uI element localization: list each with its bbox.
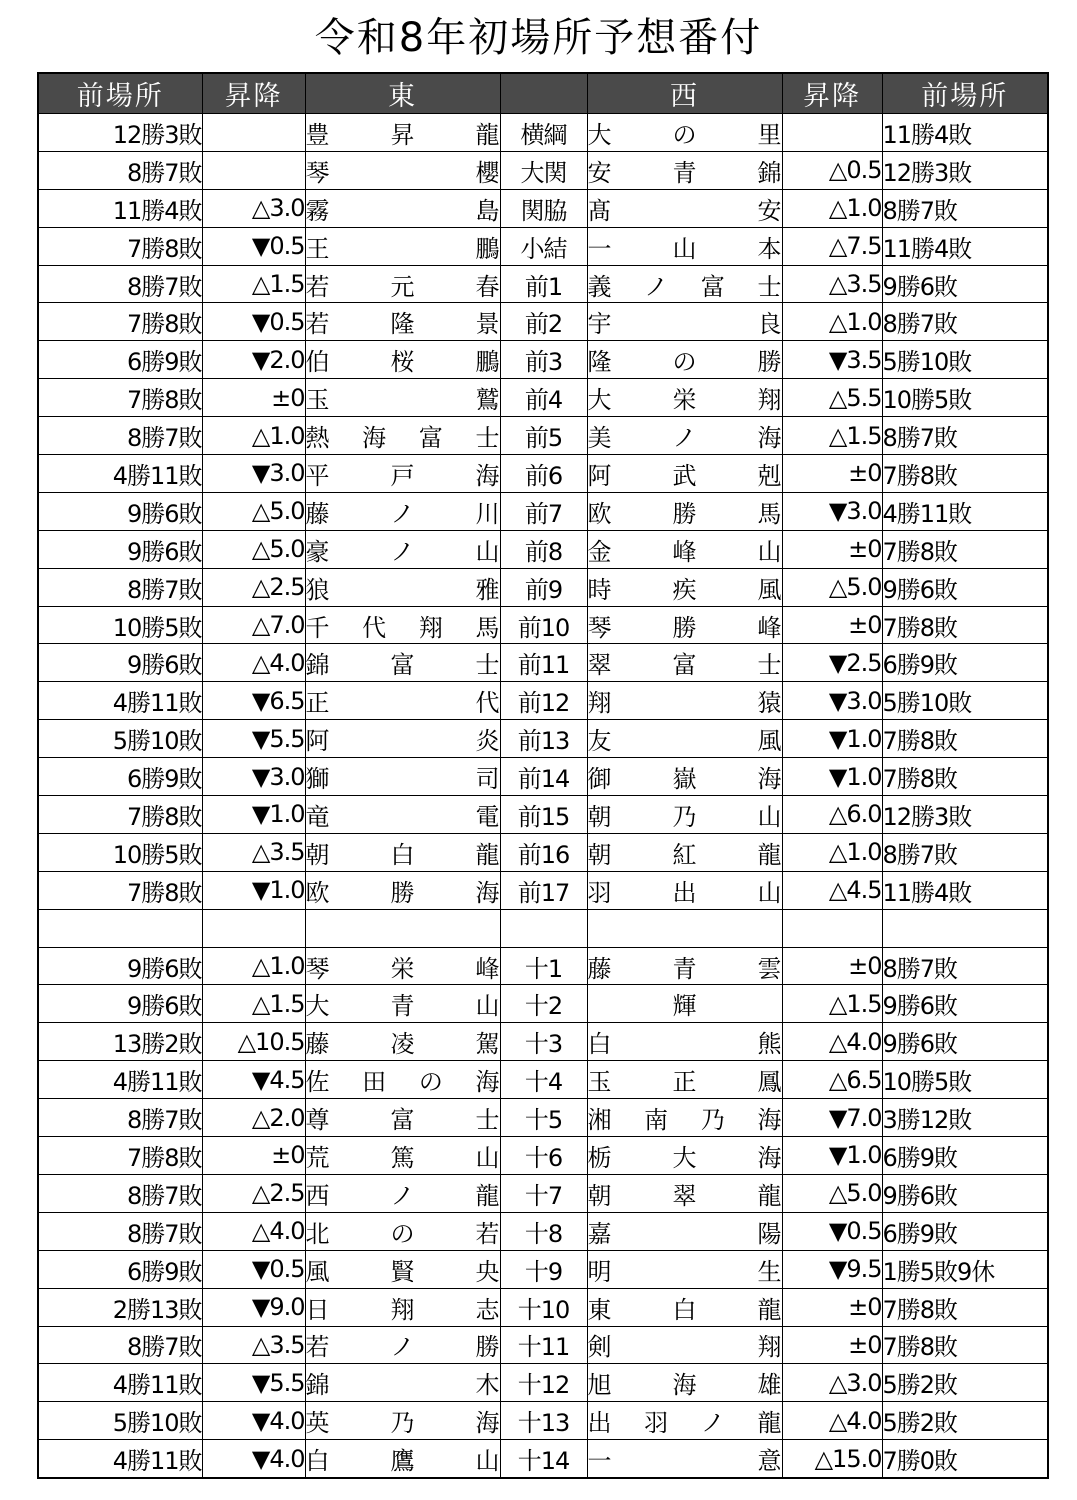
west-wrestler: 時疾風 [587, 568, 782, 606]
prev-record-east: 7勝8敗 [38, 227, 202, 265]
empty-cell [38, 909, 202, 947]
change-east: △10.5 [202, 1023, 305, 1061]
prev-record-east: 7勝8敗 [38, 871, 202, 909]
east-wrestler: 豪ノ山 [305, 530, 500, 568]
prev-record-west: 8勝7敗 [882, 417, 1048, 455]
rank-label: 十3 [500, 1023, 587, 1061]
change-east: ▼3.0 [202, 455, 305, 493]
table-row [38, 606, 1048, 644]
prev-record-west: 5勝2敗 [882, 1364, 1048, 1402]
table-row [38, 189, 1048, 227]
prev-record-west: 5勝10敗 [882, 682, 1048, 720]
change-east: ▼5.5 [202, 720, 305, 758]
empty-cell [587, 909, 782, 947]
prev-record-east: 6勝9敗 [38, 1250, 202, 1288]
change-west: ▼3.0 [782, 682, 882, 720]
east-wrestler: 錦富士 [305, 644, 500, 682]
prev-record-west: 11勝4敗 [882, 114, 1048, 152]
prev-record-east: 7勝8敗 [38, 303, 202, 341]
east-wrestler: 若隆景 [305, 303, 500, 341]
west-wrestler: 翔猿 [587, 682, 782, 720]
change-west: △5.5 [782, 379, 882, 417]
table-row [38, 1099, 1048, 1137]
table-row [38, 720, 1048, 758]
table-row [38, 341, 1048, 379]
east-wrestler: 風賢央 [305, 1250, 500, 1288]
change-east: ▼4.0 [202, 1440, 305, 1478]
prev-record-east: 8勝7敗 [38, 151, 202, 189]
prev-record-west: 5勝2敗 [882, 1402, 1048, 1440]
prev-record-east: 8勝7敗 [38, 1099, 202, 1137]
change-west: △1.0 [782, 189, 882, 227]
west-wrestler: 大栄翔 [587, 379, 782, 417]
rank-label: 十5 [500, 1099, 587, 1137]
change-west: △5.0 [782, 568, 882, 606]
rank-label: 関脇 [500, 189, 587, 227]
table-row [38, 417, 1048, 455]
prev-record-east: 7勝8敗 [38, 379, 202, 417]
east-wrestler: 獅司 [305, 758, 500, 796]
west-wrestler: 藤青雲 [587, 947, 782, 985]
change-west: △5.0 [782, 1174, 882, 1212]
rank-label: 前8 [500, 530, 587, 568]
prev-record-east: 9勝6敗 [38, 985, 202, 1023]
table-row [38, 1326, 1048, 1364]
prev-record-west: 9勝6敗 [882, 265, 1048, 303]
west-wrestler: 琴勝峰 [587, 606, 782, 644]
east-wrestler: 豊昇龍 [305, 114, 500, 152]
change-east: △1.0 [202, 947, 305, 985]
east-wrestler: 伯桜鵬 [305, 341, 500, 379]
change-west: △1.0 [782, 303, 882, 341]
change-west: ▼0.5 [782, 1212, 882, 1250]
rank-label: 前1 [500, 265, 587, 303]
change-east: ▼3.0 [202, 758, 305, 796]
change-west: △3.0 [782, 1364, 882, 1402]
prev-record-west: 9勝6敗 [882, 1023, 1048, 1061]
table-row [38, 303, 1048, 341]
prev-record-west: 9勝6敗 [882, 985, 1048, 1023]
prev-record-east: 8勝7敗 [38, 1212, 202, 1250]
west-wrestler: 一山本 [587, 227, 782, 265]
change-west: △6.5 [782, 1061, 882, 1099]
division-separator-row [38, 909, 1048, 947]
change-west [782, 114, 882, 152]
prev-record-west: 7勝8敗 [882, 530, 1048, 568]
east-wrestler: 正代 [305, 682, 500, 720]
prev-record-west: 6勝9敗 [882, 1212, 1048, 1250]
change-west: △1.5 [782, 985, 882, 1023]
prev-record-west: 4勝11敗 [882, 492, 1048, 530]
rank-label: 十12 [500, 1364, 587, 1402]
west-wrestler: 朝乃山 [587, 796, 782, 834]
west-wrestler: 宇良 [587, 303, 782, 341]
change-west: ▼3.5 [782, 341, 882, 379]
west-wrestler: 友風 [587, 720, 782, 758]
prev-record-west: 7勝8敗 [882, 720, 1048, 758]
prev-record-east: 12勝3敗 [38, 114, 202, 152]
west-wrestler: 剣翔 [587, 1326, 782, 1364]
east-wrestler: 阿炎 [305, 720, 500, 758]
change-east: ▼0.5 [202, 1250, 305, 1288]
prev-record-east: 4勝11敗 [38, 1364, 202, 1402]
table-row [38, 985, 1048, 1023]
header-prev-west: 前場所 [882, 73, 1048, 114]
change-east: △1.5 [202, 985, 305, 1023]
prev-record-west: 1勝5敗9休 [882, 1250, 1048, 1288]
change-east: ±0 [202, 379, 305, 417]
west-wrestler: 金峰山 [587, 530, 782, 568]
change-west: △7.5 [782, 227, 882, 265]
change-west: △4.5 [782, 871, 882, 909]
change-east [202, 151, 305, 189]
west-wrestler: 阿武剋 [587, 455, 782, 493]
rank-label: 前10 [500, 606, 587, 644]
rank-label: 十13 [500, 1402, 587, 1440]
rank-label: 横綱 [500, 114, 587, 152]
prev-record-west: 11勝4敗 [882, 871, 1048, 909]
prev-record-west: 7勝8敗 [882, 455, 1048, 493]
table-row [38, 151, 1048, 189]
table-row [38, 947, 1048, 985]
table-row [38, 1250, 1048, 1288]
table-row [38, 1023, 1048, 1061]
change-east: ▼2.0 [202, 341, 305, 379]
west-wrestler: 大の里 [587, 114, 782, 152]
rank-label: 小結 [500, 227, 587, 265]
prev-record-east: 13勝2敗 [38, 1023, 202, 1061]
prev-record-west: 6勝9敗 [882, 1137, 1048, 1175]
rank-label: 前9 [500, 568, 587, 606]
change-west: ▼1.0 [782, 1137, 882, 1175]
prev-record-west: 10勝5敗 [882, 379, 1048, 417]
change-west: ±0 [782, 1288, 882, 1326]
prev-record-east: 8勝7敗 [38, 1326, 202, 1364]
east-wrestler: 朝白龍 [305, 833, 500, 871]
west-wrestler: 東白龍 [587, 1288, 782, 1326]
change-west: ▼9.5 [782, 1250, 882, 1288]
west-wrestler: 嘉陽 [587, 1212, 782, 1250]
rank-label: 十11 [500, 1326, 587, 1364]
prev-record-west: 3勝12敗 [882, 1099, 1048, 1137]
change-east: △3.5 [202, 833, 305, 871]
table-row [38, 644, 1048, 682]
change-east: △2.5 [202, 568, 305, 606]
east-wrestler: 若ノ勝 [305, 1326, 500, 1364]
west-wrestler: 栃大海 [587, 1137, 782, 1175]
table-row [38, 682, 1048, 720]
rank-label: 前14 [500, 758, 587, 796]
change-east: ▼1.0 [202, 796, 305, 834]
table-row [38, 492, 1048, 530]
change-east: ▼1.0 [202, 871, 305, 909]
change-east: ▼5.5 [202, 1364, 305, 1402]
prev-record-east: 8勝7敗 [38, 417, 202, 455]
table-row [38, 1061, 1048, 1099]
change-west: ±0 [782, 1326, 882, 1364]
rank-label: 十4 [500, 1061, 587, 1099]
prev-record-west: 7勝8敗 [882, 1288, 1048, 1326]
header-west: 西 [587, 73, 782, 114]
rank-label: 十2 [500, 985, 587, 1023]
change-east: △1.5 [202, 265, 305, 303]
west-wrestler: 欧勝馬 [587, 492, 782, 530]
prev-record-west: 10勝5敗 [882, 1061, 1048, 1099]
east-wrestler: 琴栄峰 [305, 947, 500, 985]
banzuke-table [37, 72, 1049, 1479]
west-wrestler: 輝 [587, 985, 782, 1023]
change-east: △7.0 [202, 606, 305, 644]
west-wrestler: 翠富士 [587, 644, 782, 682]
prev-record-east: 9勝6敗 [38, 530, 202, 568]
change-east: △2.5 [202, 1174, 305, 1212]
rank-label: 前2 [500, 303, 587, 341]
change-west: ▼7.0 [782, 1099, 882, 1137]
table-row [38, 379, 1048, 417]
prev-record-east: 4勝11敗 [38, 455, 202, 493]
empty-cell [500, 909, 587, 947]
empty-cell [305, 909, 500, 947]
header-prev-east: 前場所 [38, 73, 202, 114]
prev-record-east: 6勝9敗 [38, 341, 202, 379]
west-wrestler: 一意 [587, 1440, 782, 1478]
prev-record-east: 4勝11敗 [38, 682, 202, 720]
empty-cell [882, 909, 1048, 947]
rank-label: 十9 [500, 1250, 587, 1288]
west-wrestler: 明生 [587, 1250, 782, 1288]
header-change-west: 昇降 [782, 73, 882, 114]
change-east: △5.0 [202, 492, 305, 530]
east-wrestler: 玉鷲 [305, 379, 500, 417]
prev-record-west: 8勝7敗 [882, 303, 1048, 341]
table-row [38, 833, 1048, 871]
change-west: ±0 [782, 947, 882, 985]
prev-record-east: 8勝7敗 [38, 568, 202, 606]
rank-label: 十6 [500, 1137, 587, 1175]
prev-record-east: 8勝7敗 [38, 1174, 202, 1212]
rank-label: 前13 [500, 720, 587, 758]
table-row [38, 227, 1048, 265]
west-wrestler: 湘南乃海 [587, 1099, 782, 1137]
prev-record-east: 2勝13敗 [38, 1288, 202, 1326]
prev-record-east: 10勝5敗 [38, 833, 202, 871]
change-west: △1.0 [782, 833, 882, 871]
east-wrestler: 王鵬 [305, 227, 500, 265]
rank-label: 前6 [500, 455, 587, 493]
west-wrestler: 羽出山 [587, 871, 782, 909]
prev-record-east: 7勝8敗 [38, 796, 202, 834]
east-wrestler: 錦木 [305, 1364, 500, 1402]
west-wrestler: 美ノ海 [587, 417, 782, 455]
change-east: ▼0.5 [202, 227, 305, 265]
change-west: ▼2.5 [782, 644, 882, 682]
east-wrestler: 英乃海 [305, 1402, 500, 1440]
rank-label: 前12 [500, 682, 587, 720]
change-west: △3.5 [782, 265, 882, 303]
empty-cell [782, 909, 882, 947]
rank-label: 十14 [500, 1440, 587, 1478]
prev-record-east: 8勝7敗 [38, 265, 202, 303]
change-west: ▼3.0 [782, 492, 882, 530]
banzuke-body [38, 114, 1048, 1479]
table-row [38, 530, 1048, 568]
change-west: △0.5 [782, 151, 882, 189]
prev-record-west: 8勝7敗 [882, 189, 1048, 227]
prev-record-east: 4勝11敗 [38, 1440, 202, 1478]
change-east [202, 114, 305, 152]
prev-record-west: 8勝7敗 [882, 833, 1048, 871]
prev-record-west: 7勝8敗 [882, 1326, 1048, 1364]
change-west: ±0 [782, 606, 882, 644]
change-west: △15.0 [782, 1440, 882, 1478]
page-title: 令和8年初場所予想番付 [314, 15, 763, 61]
header-change-east: 昇降 [202, 73, 305, 114]
rank-label: 前16 [500, 833, 587, 871]
change-west: ±0 [782, 455, 882, 493]
rank-label: 大関 [500, 151, 587, 189]
table-row [38, 455, 1048, 493]
east-wrestler: 平戸海 [305, 455, 500, 493]
table-row [38, 871, 1048, 909]
change-west: ▼1.0 [782, 720, 882, 758]
change-west: △1.5 [782, 417, 882, 455]
prev-record-east: 9勝6敗 [38, 492, 202, 530]
prev-record-west: 9勝6敗 [882, 1174, 1048, 1212]
change-east: ▼6.5 [202, 682, 305, 720]
change-east: ▼4.0 [202, 1402, 305, 1440]
change-east: ▼0.5 [202, 303, 305, 341]
table-row [38, 1137, 1048, 1175]
rank-label: 前17 [500, 871, 587, 909]
east-wrestler: 藤ノ川 [305, 492, 500, 530]
change-east: ▼9.0 [202, 1288, 305, 1326]
west-wrestler: 玉正鳳 [587, 1061, 782, 1099]
east-wrestler: 尊富士 [305, 1099, 500, 1137]
prev-record-west: 7勝8敗 [882, 758, 1048, 796]
prev-record-west: 12勝3敗 [882, 151, 1048, 189]
prev-record-west: 12勝3敗 [882, 796, 1048, 834]
east-wrestler: 佐田の海 [305, 1061, 500, 1099]
prev-record-east: 5勝10敗 [38, 720, 202, 758]
east-wrestler: 西ノ龍 [305, 1174, 500, 1212]
rank-label: 前5 [500, 417, 587, 455]
prev-record-east: 9勝6敗 [38, 644, 202, 682]
change-east: ▼4.5 [202, 1061, 305, 1099]
prev-record-east: 5勝10敗 [38, 1402, 202, 1440]
header-east: 東 [305, 73, 500, 114]
rank-label: 十7 [500, 1174, 587, 1212]
prev-record-east: 7勝8敗 [38, 1137, 202, 1175]
change-west: △4.0 [782, 1023, 882, 1061]
rank-label: 前7 [500, 492, 587, 530]
east-wrestler: 白鷹山 [305, 1440, 500, 1478]
rank-label: 前11 [500, 644, 587, 682]
change-east: △1.0 [202, 417, 305, 455]
header-rank [500, 73, 587, 114]
prev-record-east: 9勝6敗 [38, 947, 202, 985]
east-wrestler: 荒篤山 [305, 1137, 500, 1175]
prev-record-west: 7勝8敗 [882, 606, 1048, 644]
rank-label: 前3 [500, 341, 587, 379]
table-row [38, 796, 1048, 834]
prev-record-west: 9勝6敗 [882, 568, 1048, 606]
prev-record-west: 5勝10敗 [882, 341, 1048, 379]
table-row [38, 1212, 1048, 1250]
change-west: ±0 [782, 530, 882, 568]
change-west: △6.0 [782, 796, 882, 834]
east-wrestler: 熱海富士 [305, 417, 500, 455]
west-wrestler: 安青錦 [587, 151, 782, 189]
rank-label: 前15 [500, 796, 587, 834]
table-row [38, 1402, 1048, 1440]
change-east: △3.0 [202, 189, 305, 227]
rank-label: 十1 [500, 947, 587, 985]
east-wrestler: 北の若 [305, 1212, 500, 1250]
empty-cell [202, 909, 305, 947]
west-wrestler: 旭海雄 [587, 1364, 782, 1402]
prev-record-west: 6勝9敗 [882, 644, 1048, 682]
west-wrestler: 義ノ富士 [587, 265, 782, 303]
change-east: △3.5 [202, 1326, 305, 1364]
table-row [38, 114, 1048, 152]
east-wrestler: 若元春 [305, 265, 500, 303]
change-west: ▼1.0 [782, 758, 882, 796]
west-wrestler: 朝翠龍 [587, 1174, 782, 1212]
east-wrestler: 日翔志 [305, 1288, 500, 1326]
change-east: △4.0 [202, 1212, 305, 1250]
table-row [38, 1174, 1048, 1212]
west-wrestler: 御嶽海 [587, 758, 782, 796]
change-west: △4.0 [782, 1402, 882, 1440]
east-wrestler: 竜電 [305, 796, 500, 834]
table-row [38, 265, 1048, 303]
prev-record-east: 4勝11敗 [38, 1061, 202, 1099]
change-east: △4.0 [202, 644, 305, 682]
table-row [38, 758, 1048, 796]
east-wrestler: 霧島 [305, 189, 500, 227]
prev-record-east: 11勝4敗 [38, 189, 202, 227]
header-row [38, 73, 1048, 114]
table-row [38, 1440, 1048, 1478]
east-wrestler: 藤凌駕 [305, 1023, 500, 1061]
west-wrestler: 髙安 [587, 189, 782, 227]
prev-record-west: 8勝7敗 [882, 947, 1048, 985]
table-row [38, 1364, 1048, 1402]
rank-label: 十8 [500, 1212, 587, 1250]
change-east: △2.0 [202, 1099, 305, 1137]
east-wrestler: 狼雅 [305, 568, 500, 606]
east-wrestler: 大青山 [305, 985, 500, 1023]
table-row [38, 1288, 1048, 1326]
change-east: △5.0 [202, 530, 305, 568]
change-east: ±0 [202, 1137, 305, 1175]
west-wrestler: 隆の勝 [587, 341, 782, 379]
table-row [38, 568, 1048, 606]
west-wrestler: 朝紅龍 [587, 833, 782, 871]
rank-label: 十10 [500, 1288, 587, 1326]
prev-record-west: 7勝0敗 [882, 1440, 1048, 1478]
prev-record-east: 6勝9敗 [38, 758, 202, 796]
west-wrestler: 出羽ノ龍 [587, 1402, 782, 1440]
prev-record-east: 10勝5敗 [38, 606, 202, 644]
rank-label: 前4 [500, 379, 587, 417]
east-wrestler: 琴櫻 [305, 151, 500, 189]
prev-record-west: 11勝4敗 [882, 227, 1048, 265]
west-wrestler: 白熊 [587, 1023, 782, 1061]
east-wrestler: 欧勝海 [305, 871, 500, 909]
east-wrestler: 千代翔馬 [305, 606, 500, 644]
